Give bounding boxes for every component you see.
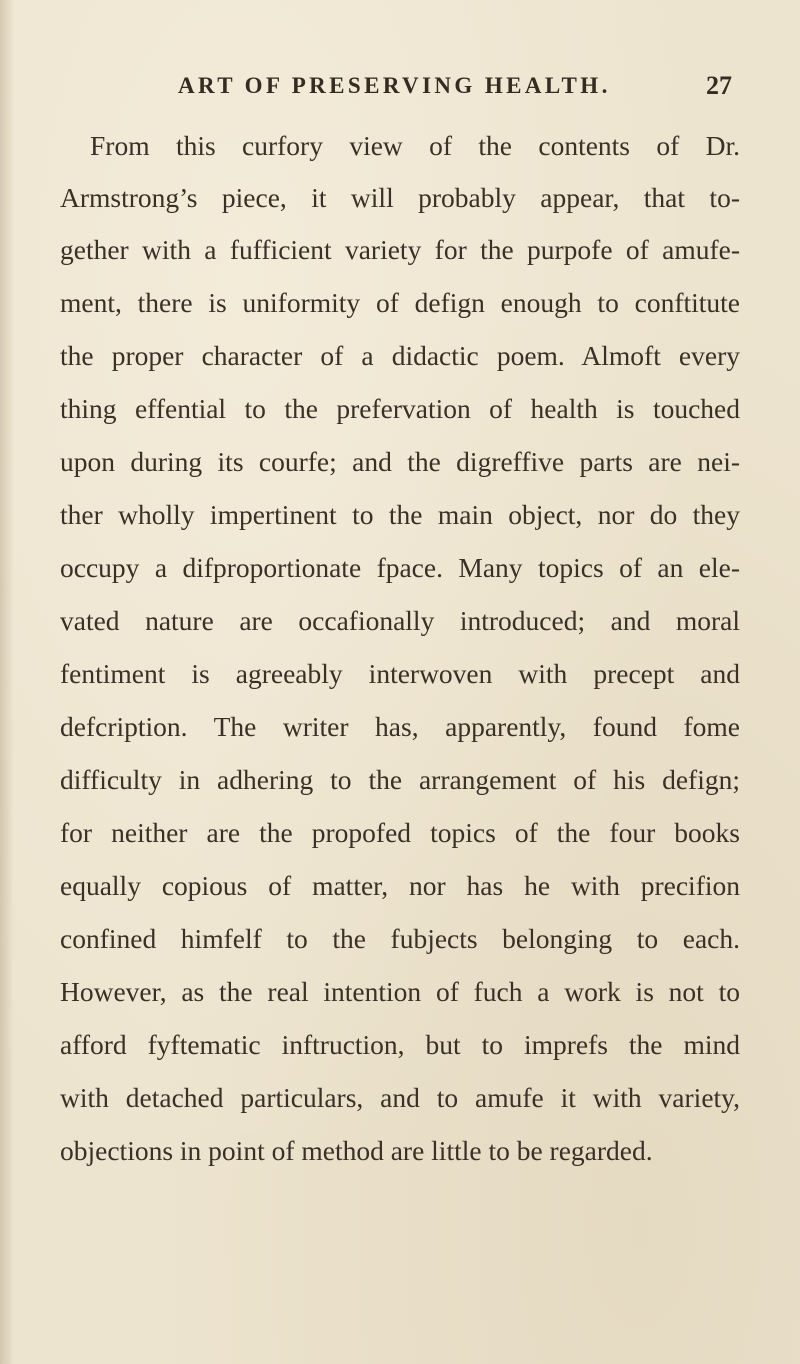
text-line: equally copious of matter, nor has he with precifion — [60, 870, 740, 901]
text-line: for neither are the propofed topics of the four books — [60, 817, 740, 848]
text-line: From this curfory view of the contents of Dr. — [90, 130, 740, 161]
page-number: 27 — [706, 71, 732, 100]
text-line: occupy a difproportionate fpace. Many topics of an ele- — [60, 552, 740, 583]
page-gutter-shadow — [0, 0, 14, 1364]
text-line: defcription. The writer has, apparently, found fome — [60, 711, 740, 742]
text-line: confined himfelf to the fubjects belonging to each. — [60, 923, 740, 954]
text-line: upon during its courfe; and the digreffive parts are nei- — [60, 446, 740, 477]
text-line: with detached particulars, and to amufe it with variety, — [60, 1082, 740, 1113]
text-line: the proper character of a didactic poem. Almoft every — [60, 340, 740, 371]
text-line: vated nature are occafionally introduced; and moral — [60, 605, 740, 636]
text-line: ther wholly impertinent to the main object, nor do they — [60, 499, 740, 530]
text-line: thing effential to the prefervation of health is touched — [60, 393, 740, 424]
text-line: gether with a fufficient variety for the purpofe of amufe- — [60, 234, 740, 265]
text-line: difficulty in adhering to the arrangement of his defign; — [60, 764, 740, 795]
text-line: afford fyftematic inftruction, but to imprefs the mind — [60, 1029, 740, 1060]
text-line: fentiment is agreeably interwoven with precept and — [60, 658, 740, 689]
running-title: ART OF PRESERVING HEALTH. — [178, 73, 611, 98]
text-line: objections in point of method are little to be regarded. — [60, 1135, 653, 1166]
text-line: However, as the real intention of fuch a work is not to — [60, 976, 740, 1007]
text-line: Armstrong’s piece, it will probably appear, that to- — [60, 182, 740, 213]
running-head — [0, 73, 800, 113]
text-line: ment, there is uniformity of defign enough to conftitute — [60, 287, 740, 318]
